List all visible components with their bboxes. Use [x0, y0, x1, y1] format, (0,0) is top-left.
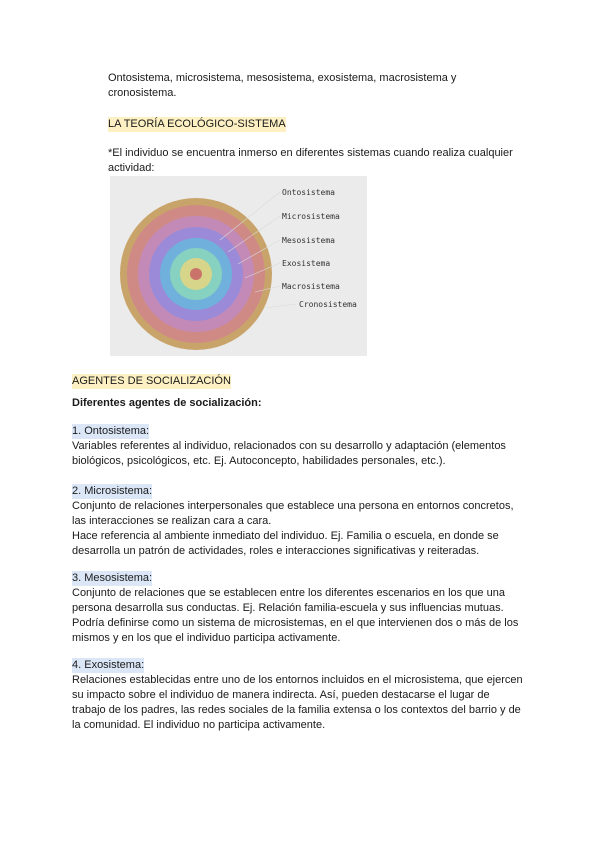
ring-ontosistema — [190, 268, 202, 280]
theory-line: actividad: — [108, 162, 155, 174]
label-cronosistema: Cronosistema — [299, 300, 357, 309]
intro-paragraph — [108, 71, 488, 101]
section-line: persona desarrolla sus conductas. Ej. Relación familia-escuela y sus influencias mutuas. — [72, 602, 504, 614]
theory-line: *El individuo se encuentra inmerso en diferentes sistemas cuando realiza cualquier — [108, 147, 513, 159]
section-line: mismos y en los que el individuo participa activamente. — [72, 632, 341, 644]
ecological-systems-diagram — [110, 176, 367, 356]
label-macrosistema: Macrosistema — [282, 282, 340, 291]
label-microsistema: Microsistema — [282, 212, 340, 221]
section-line: la comunidad. El individuo no participa activamente. — [72, 719, 326, 731]
section-line: su impacto sobre el individuo de manera indirecta. Así, pueden destacarse el lugar de — [72, 689, 490, 701]
section-line: las interacciones se realizan cara a cara. — [72, 515, 272, 527]
label-ontosistema: Ontosistema — [282, 188, 335, 197]
section-mesosistema — [72, 571, 532, 646]
section-line: Podría definirse como un sistema de microsistemas, en el que intervienen dos o más de los — [72, 617, 519, 629]
section-line: desarrolla un patrón de actividades, roles e interacciones significativas y reiteradas. — [72, 545, 480, 557]
section-line: Hace referencia al ambiente inmediato del individuo. Ej. Familia o escuela, en donde se — [72, 530, 499, 542]
theory-heading: LA TEORÍA ECOLÓGICO-SISTEMA — [108, 118, 286, 130]
section-line: biológicos, psicológicos, etc. Ej. Autoconcepto, habilidades personales, etc.). — [72, 455, 446, 467]
section-line: Relaciones establecidas entre uno de los entornos incluidos en el microsistema, que ejercen — [72, 674, 523, 686]
intro-line: Ontosistema, microsistema, mesosistema, exosistema, macrosistema y — [108, 72, 457, 84]
section-line: trabajo de los padres, las redes sociales de la familia extensa o los contextos del barrio y de — [72, 704, 521, 716]
section-title: 4. Exosistema: — [72, 659, 145, 671]
label-mesosistema: Mesosistema — [282, 236, 335, 245]
diagram-svg — [110, 176, 367, 356]
section-line: Variables referentes al individuo, relacionados con su desarrollo y adaptación (elementos — [72, 440, 506, 452]
section-line: Conjunto de relaciones que se establecen entre los diferentes escenarios en los que una — [72, 587, 505, 599]
section-ontosistema — [72, 424, 532, 469]
section-exosistema — [72, 658, 532, 733]
intro-line: cronosistema. — [108, 87, 177, 99]
section-microsistema — [72, 484, 532, 559]
agents-heading: AGENTES DE SOCIALIZACIÓN — [72, 375, 231, 387]
section-line: Conjunto de relaciones interpersonales que establece una persona en entornos concretos, — [72, 500, 514, 512]
section-title: 1. Ontosistema: — [72, 425, 150, 437]
label-exosistema: Exosistema — [282, 259, 331, 268]
section-title: 3. Mesosistema: — [72, 572, 153, 584]
theory-paragraph — [108, 146, 528, 176]
agents-subheading: Diferentes agentes de socialización: — [72, 397, 262, 409]
section-title: 2. Microsistema: — [72, 485, 153, 497]
